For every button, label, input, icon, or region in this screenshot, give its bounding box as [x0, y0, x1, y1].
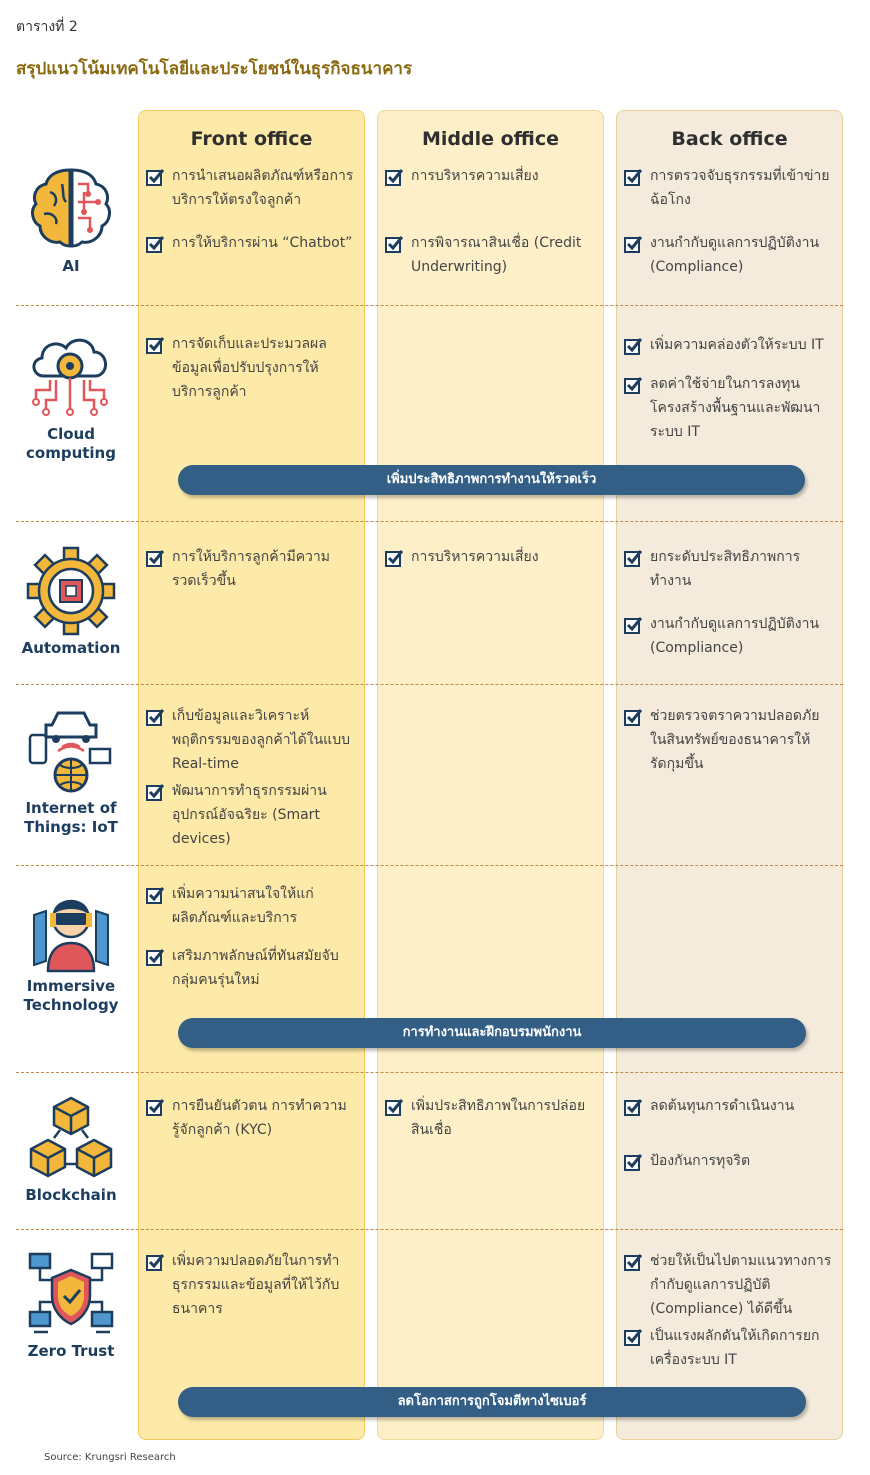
- column-header-middle: Middle office: [421, 128, 560, 150]
- list-item: เพิ่มประสิทธิภาพในการปล่อยสินเชื่อ: [385, 1094, 595, 1142]
- banner-training: การทำงานและฝึกอบรมพนักงาน: [178, 1018, 806, 1048]
- list-item: เพิ่มความคล่องตัวให้ระบบ IT: [624, 333, 834, 357]
- column-header-front: Front office: [190, 128, 313, 150]
- row-divider: [16, 1072, 843, 1073]
- checkbox-checked-icon: [146, 886, 164, 904]
- checkbox-checked-icon: [146, 1098, 164, 1116]
- column-middle-office: [377, 110, 604, 1440]
- tech-name-zerotrust: Zero Trust: [27, 1342, 115, 1360]
- list-item: การบริหารความเสี่ยง: [385, 164, 595, 188]
- checkbox-checked-icon: [146, 1253, 164, 1271]
- row-divider: [16, 521, 843, 522]
- checkbox-checked-icon: [624, 1153, 642, 1171]
- tech-name-cloud: Cloud computing: [26, 425, 116, 462]
- list-item: เพิ่มความปลอดภัยในการทำธุรกรรมและข้อมูลที่ให้ไว้กับธนาคาร: [146, 1249, 356, 1321]
- tech-name-automation: Automation: [21, 639, 121, 657]
- checkbox-checked-icon: [624, 235, 642, 253]
- list-item: การตรวจจับธุรกรรมที่เข้าข่ายฉ้อโกง: [624, 164, 834, 212]
- row-divider: [16, 305, 843, 306]
- list-item: ช่วยให้เป็นไปตามแนวทางการกำกับดูแลการปฏิบัติ (Compliance) ได้ดีขึ้น: [624, 1249, 834, 1321]
- list-item: การให้บริการผ่าน “Chatbot”: [146, 231, 356, 255]
- checkbox-checked-icon: [624, 549, 642, 567]
- blockchain-cubes-icon: [26, 1094, 116, 1184]
- checkbox-checked-icon: [385, 1098, 403, 1116]
- list-item: การจัดเก็บและประมวลผลข้อมูลเพื่อปรับปรุงการให้บริการลูกค้า: [146, 332, 356, 404]
- list-item: การยืนยันตัวตน การทำความรู้จักลูกค้า (KYC): [146, 1094, 356, 1142]
- list-item: ช่วยตรวจตราความปลอดภัยในสินทรัพย์ของธนาคารให้รัดกุมขึ้น: [624, 704, 834, 776]
- row-divider: [16, 1229, 843, 1230]
- tech-name-iot: Internet of Things: IoT: [24, 799, 118, 836]
- checkbox-checked-icon: [385, 549, 403, 567]
- checkbox-checked-icon: [624, 1328, 642, 1346]
- list-item: เพิ่มความน่าสนใจให้แก่ผลิตภัณฑ์และบริการ: [146, 882, 356, 930]
- checkbox-checked-icon: [146, 336, 164, 354]
- table-label: ตารางที่ 2: [16, 19, 78, 35]
- list-item: การให้บริการลูกค้ามีความรวดเร็วขึ้น: [146, 545, 356, 593]
- checkbox-checked-icon: [146, 168, 164, 186]
- tech-name-immersive: Immersive Technology: [23, 977, 119, 1014]
- list-item: ป้องกันการทุจริต: [624, 1149, 834, 1173]
- list-item: ลดต้นทุนการดำเนินงาน: [624, 1094, 834, 1118]
- checkbox-checked-icon: [146, 235, 164, 253]
- list-item: งานกำกับดูแลการปฏิบัติงาน (Compliance): [624, 231, 834, 279]
- tech-name-ai: AI: [62, 257, 80, 275]
- list-item: การนำเสนอผลิตภัณฑ์หรือการบริการให้ตรงใจลูกค้า: [146, 164, 356, 212]
- checkbox-checked-icon: [146, 549, 164, 567]
- checkbox-checked-icon: [624, 1098, 642, 1116]
- list-item: พัฒนาการทำธุรกรรมผ่านอุปกรณ์อัจฉริยะ (Smart devices): [146, 779, 356, 851]
- checkbox-checked-icon: [385, 168, 403, 186]
- checkbox-checked-icon: [624, 708, 642, 726]
- iot-devices-icon: [26, 705, 116, 795]
- row-divider: [16, 684, 843, 685]
- list-item: เสริมภาพลักษณ์ที่ทันสมัยจับกลุ่มคนรุ่นใหม่: [146, 944, 356, 992]
- brain-circuit-icon: [26, 162, 116, 252]
- banner-cyber: ลดโอกาสการถูกโจมตีทางไซเบอร์: [178, 1387, 806, 1417]
- page-title: สรุปแนวโน้มเทคโนโลยีและประโยชน์ในธุรกิจธนาคาร: [16, 59, 413, 79]
- list-item: เป็นแรงผลักดันให้เกิดการยกเครื่องระบบ IT: [624, 1324, 834, 1372]
- column-header-back: Back office: [671, 128, 788, 150]
- gear-chip-icon: [26, 546, 116, 636]
- tech-name-blockchain: Blockchain: [25, 1186, 117, 1204]
- checkbox-checked-icon: [624, 616, 642, 634]
- source-note: Source: Krungsri Research: [44, 1452, 176, 1463]
- checkbox-checked-icon: [624, 337, 642, 355]
- vr-headset-icon: [26, 885, 116, 975]
- list-item: การบริหารความเสี่ยง: [385, 545, 595, 569]
- list-item: งานกำกับดูแลการปฏิบัติงาน (Compliance): [624, 612, 834, 660]
- checkbox-checked-icon: [624, 376, 642, 394]
- list-item: การพิจารณาสินเชื่อ (Credit Underwriting): [385, 231, 595, 279]
- shield-network-icon: [26, 1250, 116, 1340]
- checkbox-checked-icon: [146, 948, 164, 966]
- list-item: ยกระดับประสิทธิภาพการทำงาน: [624, 545, 834, 593]
- checkbox-checked-icon: [624, 168, 642, 186]
- checkbox-checked-icon: [146, 708, 164, 726]
- cloud-gear-icon: [26, 330, 116, 420]
- list-item: ลดค่าใช้จ่ายในการลงทุนโครงสร้างพื้นฐานและพัฒนาระบบ IT: [624, 372, 834, 444]
- row-divider: [16, 865, 843, 866]
- checkbox-checked-icon: [146, 783, 164, 801]
- banner-efficiency: เพิ่มประสิทธิภาพการทำงานให้รวดเร็ว: [178, 465, 805, 495]
- checkbox-checked-icon: [624, 1253, 642, 1271]
- checkbox-checked-icon: [385, 235, 403, 253]
- list-item: เก็บข้อมูลและวิเคราะห์พฤติกรรมของลูกค้าได้ในแบบ Real-time: [146, 704, 356, 776]
